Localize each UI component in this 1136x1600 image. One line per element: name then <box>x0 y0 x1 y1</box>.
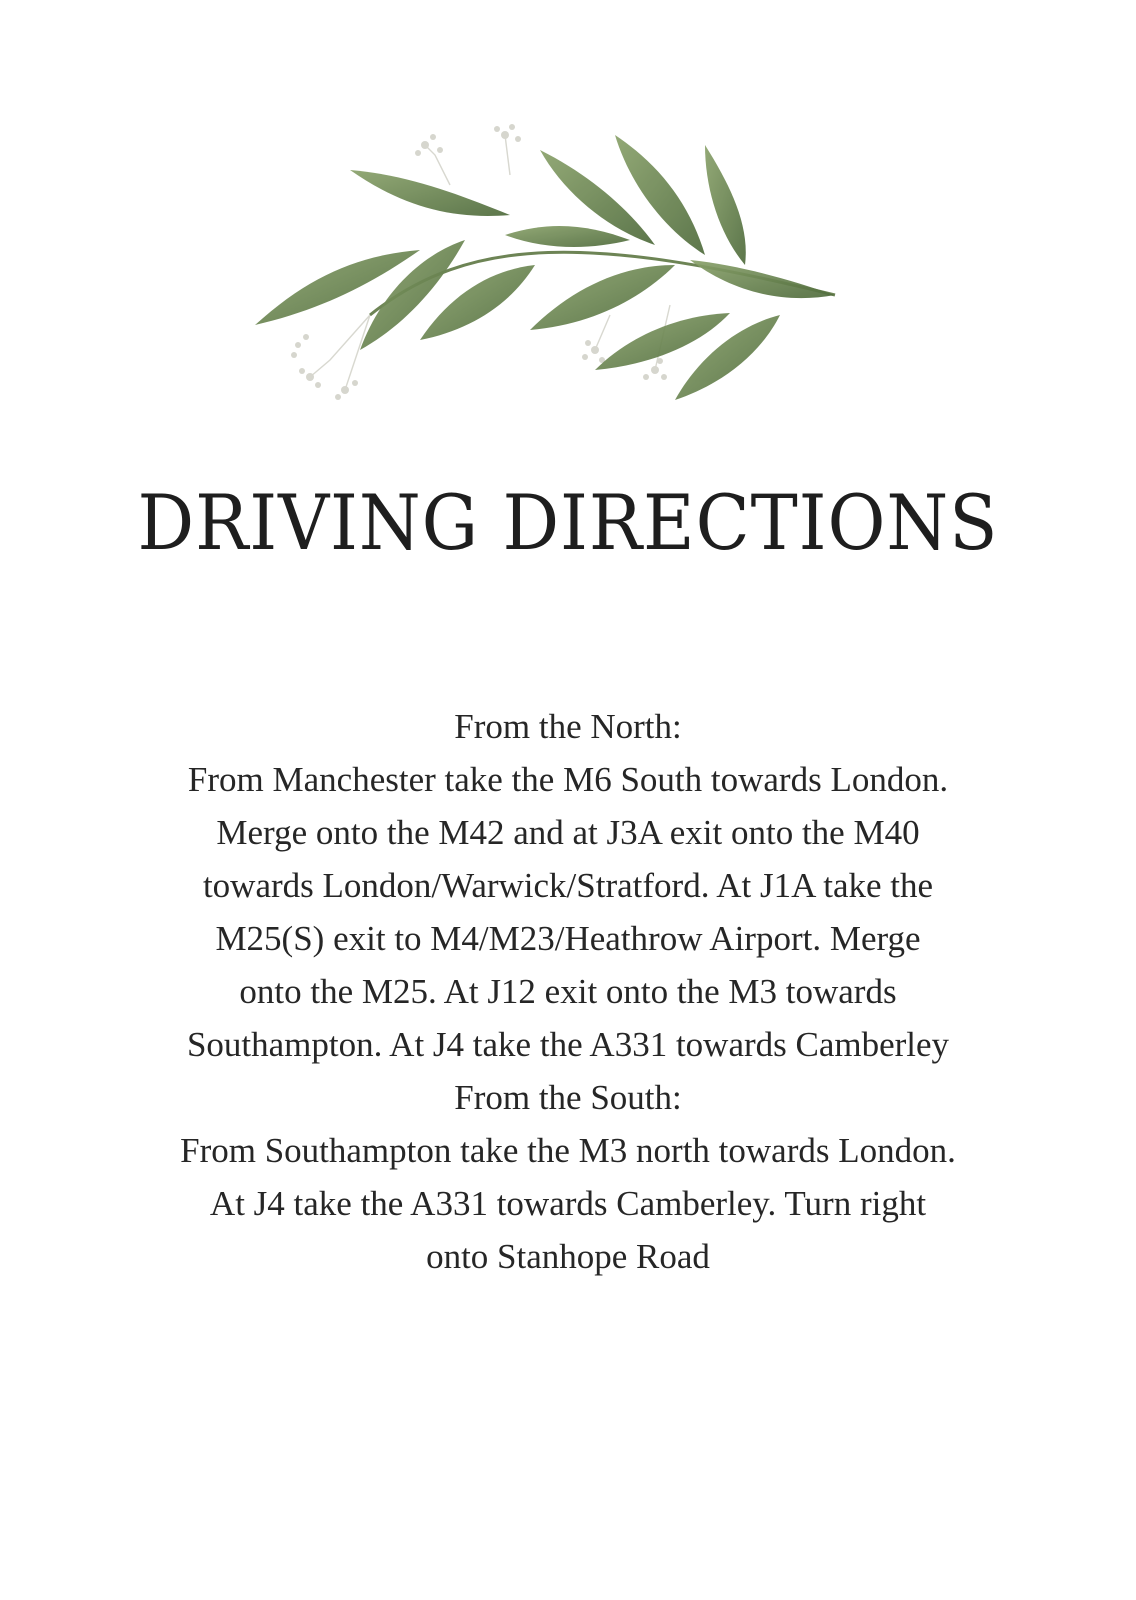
heading-from-south: From the South: <box>454 1078 682 1117</box>
eucalyptus-sprig-icon <box>250 115 850 415</box>
direction-line: towards London/Warwick/Stratford. At J1A take the <box>202 866 934 905</box>
direction-line: Southampton. At J4 take the A331 towards Camberley <box>186 1025 950 1064</box>
direction-line: onto Stanhope Road <box>426 1237 710 1276</box>
direction-line: From Southampton take the M3 north towards London. <box>180 1131 956 1170</box>
directions-text <box>100 700 1036 1283</box>
direction-line: Merge onto the M42 and at J3A exit onto the M40 <box>216 813 920 852</box>
direction-line: At J4 take the A331 towards Camberley. Turn right <box>209 1184 927 1223</box>
direction-line: From Manchester take the M6 South towards London. <box>187 760 949 799</box>
direction-line: M25(S) exit to M4/M23/Heathrow Airport. Merge <box>215 919 921 958</box>
heading-from-north: From the North: <box>454 707 682 746</box>
direction-line: onto the M25. At J12 exit onto the M3 towards <box>239 972 897 1011</box>
page-title: DRIVING DIRECTIONS <box>137 478 999 567</box>
